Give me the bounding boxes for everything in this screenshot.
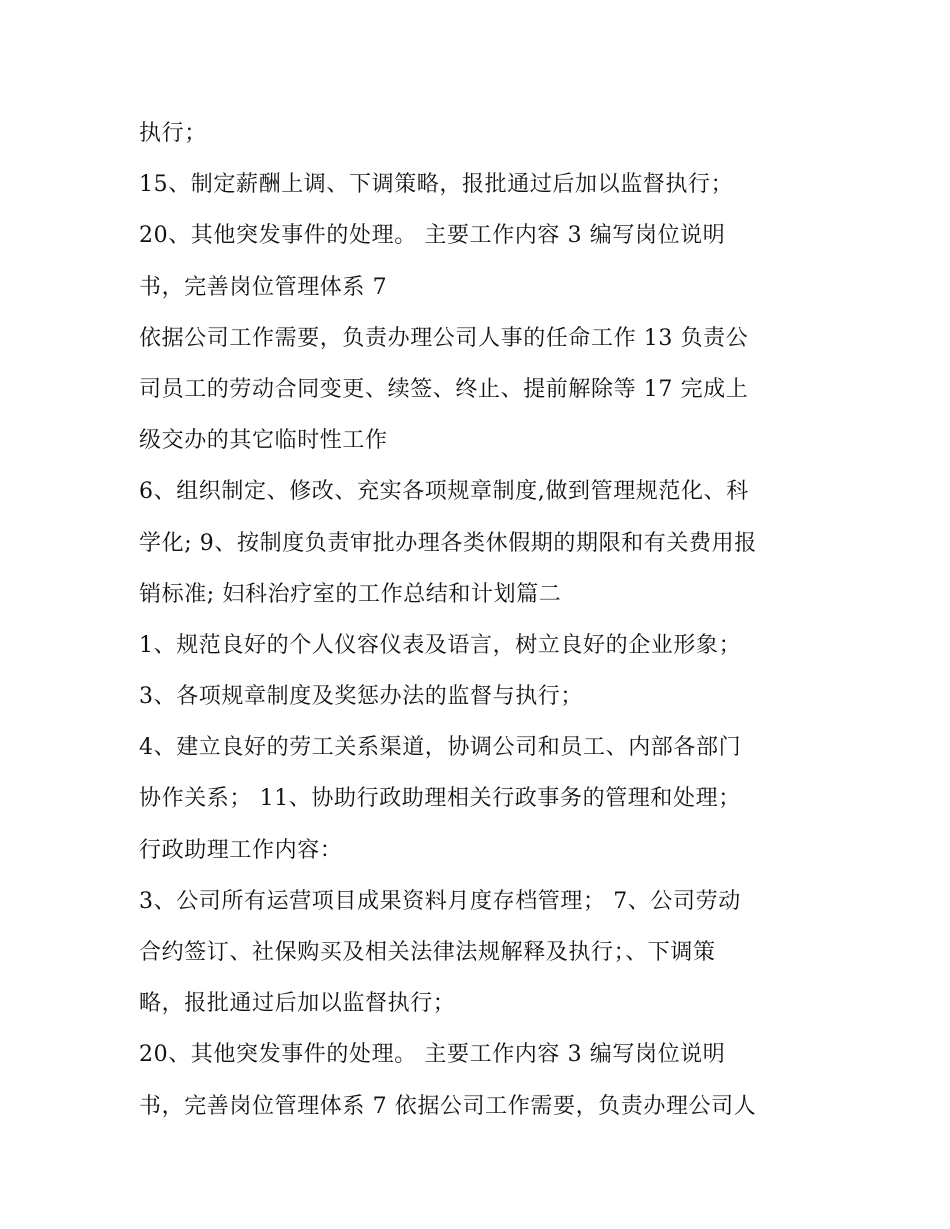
text-line: 依据公司工作需要，负责办理公司人事的任命工作 13 负责公	[139, 325, 749, 351]
text-line: 合约签订、社保购买及相关法律法规解释及执行；、下调策	[139, 940, 716, 965]
text-line: 20、其他突发事件的处理。 主要工作内容 3 编写岗位说明	[139, 223, 726, 249]
text-line: 4、建立良好的劳工关系渠道，协调公司和员工、内部各部门	[139, 735, 742, 761]
document-body	[139, 108, 829, 1132]
text-line: 书，完善岗位管理体系 7 依据公司工作需要，负责办理公司人	[139, 1093, 757, 1119]
text-line: 20、其他突发事件的处理。 主要工作内容 3 编写岗位说明	[139, 1042, 726, 1068]
text-line: 1、规范良好的个人仪容仪表及语言，树立良好的企业形象；	[139, 632, 742, 658]
text-line: 司员工的劳动合同变更、续签、终止、提前解除等 17 完成上	[139, 376, 749, 402]
text-line: 学化; 9、按制度负责审批办理各类休假期的期限和有关费用报	[139, 530, 757, 556]
text-line: 协作关系； 11、协助行政助理相关行政事务的管理和处理；	[139, 786, 741, 812]
text-line: 执行；	[139, 121, 207, 146]
text-line: 略，报批通过后加以监督执行；	[139, 991, 456, 1017]
text-line: 15、制定薪酬上调、下调策略，报批通过后加以监督执行；	[139, 172, 734, 198]
text-line: 行政助理工作内容：	[139, 837, 343, 863]
text-line: 销标准; 妇科治疗室的工作总结和计划篇二	[139, 581, 562, 607]
text-line: 6、组织制定、修改、充实各项规章制度,做到管理规范化、科	[139, 479, 749, 505]
text-line: 书，完善岗位管理体系 7	[139, 274, 388, 300]
text-line: 3、公司所有运营项目成果资料月度存档管理； 7、公司劳动	[139, 888, 741, 914]
text-line: 3、各项规章制度及奖惩办法的监督与执行；	[139, 684, 583, 710]
text-line: 级交办的其它临时性工作	[139, 428, 388, 454]
